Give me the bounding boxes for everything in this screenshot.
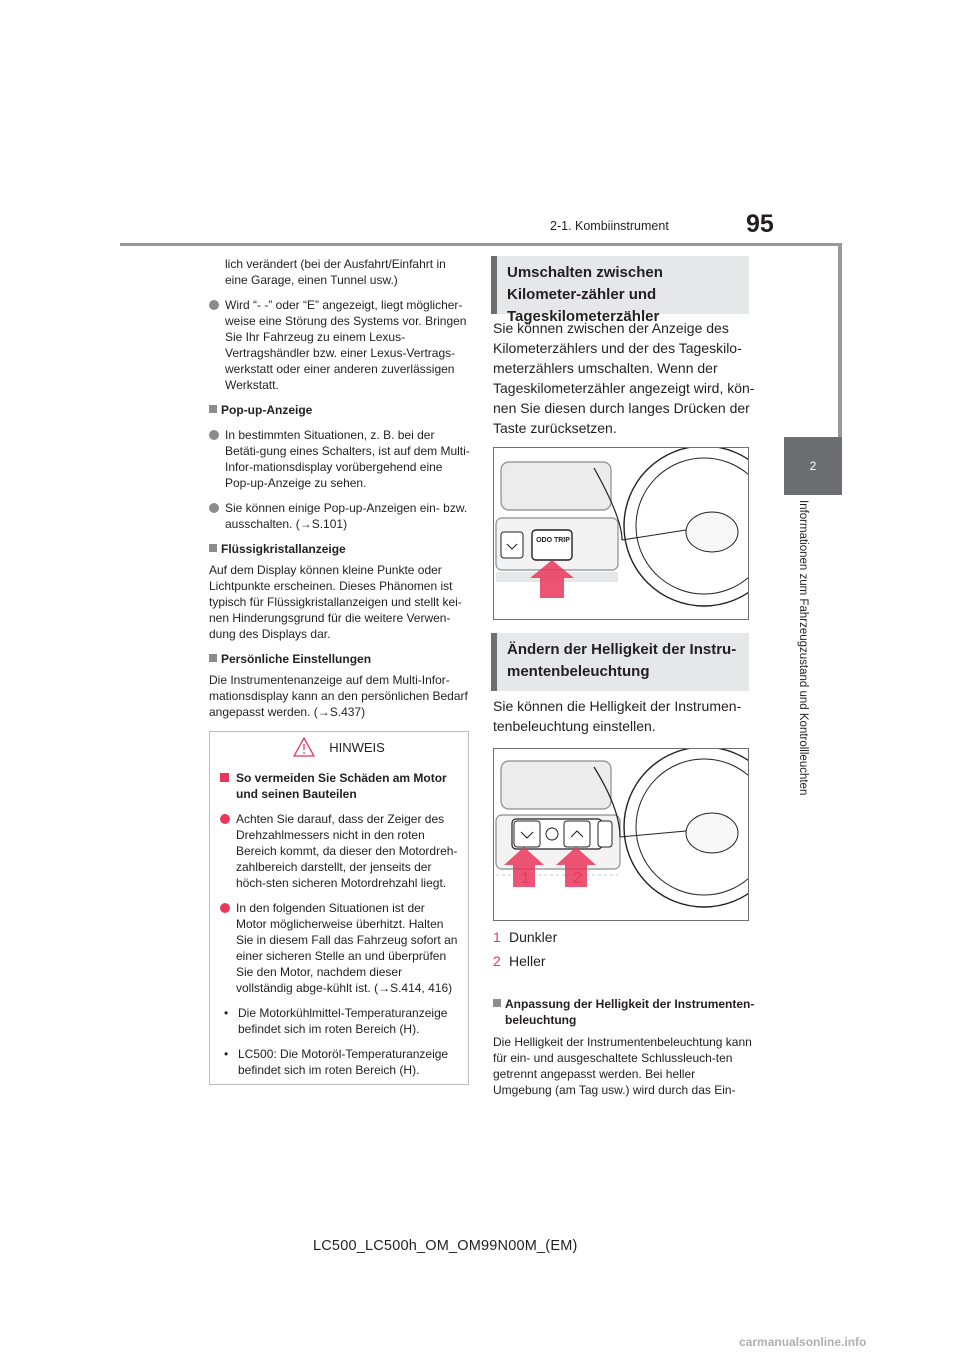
square-icon [209, 654, 217, 662]
list-item: • LC500: Die Motoröl-Temperaturanzeige befindet sich im roten Bereich (H). [224, 1047, 449, 1077]
watermark: carmanualsonline.info [739, 1335, 867, 1349]
notice-heading: So vermeiden Sie Schäden am Motor und seinen Bauteilen [220, 770, 458, 802]
legend-item-1: 1 Dunkler [493, 929, 558, 945]
bullet-icon [209, 300, 219, 310]
bullet-icon [220, 903, 230, 913]
paragraph: Auf dem Display können kleine Punkte oder Lichtpunkte erscheinen. Dieses Phänomen ist typisch für Flüssigkristallanzeigen und stellt kei-nen Hinderungsgrund für die weitere Verwen-dung des Displays dar. [209, 563, 462, 641]
section-title: 2-1. Kombiinstrument [550, 219, 669, 233]
bullet-icon [220, 814, 230, 824]
bullet-item: In den folgenden Situationen ist der Motor möglicherweise überhitzt. Halten Sie in diesem Fall das Fahrzeug sofort an einer sicheren Stelle an und überprüfen Sie den Motor, nachdem dieser vollständig abge-kühlt ist. (→S.414, 416) [220, 900, 458, 996]
chapter-tab: 2 [784, 437, 842, 495]
chapter-title: Informationen zum Fahrzeugzustand und Kontrollleuchten [797, 500, 809, 796]
subheading: Pop-up-Anzeige [209, 402, 471, 418]
bullet-item: In bestimmten Situationen, z. B. bei der Betäti-gung eines Schalters, ist auf dem Multi-Infor-mationsdisplay vorübergehend eine Pop-up-Anzeige zu sehen. [209, 427, 471, 491]
bullet-item: Achten Sie darauf, dass der Zeiger des Drehzahlmessers nicht in den roten Bereich kommt, da dieser den Motordreh-zahlbereich darstellt, der jenseits der höch-sten sicheren Motordrehzahl liegt. [220, 811, 458, 891]
bullet-item: Sie können einige Pop-up-Anzeigen ein- bzw. ausschalten. (→S.101) [209, 500, 471, 532]
bullet-icon [209, 430, 219, 440]
steering-wheel-illustration [494, 448, 748, 619]
paragraph: Sie können die Helligkeit der Instrumen-tenbeleuchtung einstellen. [493, 698, 742, 734]
notice-body [210, 762, 468, 1078]
odo-trip-button-label: ODO TRIP [536, 537, 570, 544]
left-column [209, 256, 471, 720]
square-icon [209, 405, 217, 413]
notice-box [209, 731, 469, 1085]
subheading: Anpassung der Helligkeit der Instrumenten-beleuchtung [493, 996, 755, 1028]
side-rule [838, 243, 842, 438]
paragraph: Die Instrumentenanzeige auf dem Multi-Infor-mationsdisplay kann an den persönlichen Bedarf angepasst werden. (→S.437) [209, 673, 468, 719]
subheading: Flüssigkristallanzeige [209, 541, 471, 557]
section-heading-odo: Umschalten zwischen Kilometer-zähler und Tageskilometerzähler [491, 256, 749, 314]
warning-icon [293, 737, 315, 757]
list-item: • Die Motorkühlmittel-Temperaturanzeige befindet sich im roten Bereich (H). [224, 1006, 448, 1036]
continued-text: lich verändert (bei der Ausfahrt/Einfahrt in eine Garage, einen Tunnel usw.) [225, 257, 446, 287]
bullet-item: Wird “- -” oder “E” angezeigt, liegt möglicher-weise eine Störung des Systems vor. Bringen Sie Ihr Fahrzeug zu einem Lexus-Vertragshändler bzw. einer Lexus-Vertrags-werkstatt oder einer anderen zuverlässigen Werkstatt. [209, 297, 471, 393]
section-heading-brightness: Ändern der Helligkeit der Instru-mentenbeleuchtung [491, 633, 749, 691]
paragraph: Die Helligkeit der Instrumentenbeleuchtung kann für ein- und ausgeschaltete Schlussleuch-ten getrennt angepasst werden. Bei heller Umgebung (am Tag usw.) wird durch das Ein- [493, 1035, 752, 1097]
square-icon [220, 773, 229, 782]
notice-title: HINWEIS [329, 739, 385, 755]
header-rule [120, 243, 842, 246]
square-icon [209, 544, 217, 552]
callout-1: 1 [521, 870, 530, 887]
square-icon [493, 999, 501, 1007]
page-number: 95 [746, 210, 774, 238]
notice-header [210, 732, 468, 762]
figure-brightness [493, 748, 749, 921]
legend-item-2: 2 Heller [493, 953, 546, 969]
callout-2: 2 [573, 870, 582, 887]
paragraph: Sie können zwischen der Anzeige des Kilometerzählers und der des Tageskilo-meterzählers umschalten. Wenn der Tageskilometerzähler angezeigt wird, kön-nen Sie diesen durch langes Drücken der Taste zurücksetzen. [493, 320, 755, 436]
figure-odo-trip [493, 447, 749, 620]
bullet-icon [209, 503, 219, 513]
steering-wheel-illustration [494, 749, 748, 920]
brightness-note [493, 996, 755, 1098]
footer-code: LC500_LC500h_OM_OM99N00M_(EM) [313, 1238, 578, 1254]
subheading: Persönliche Einstellungen [209, 651, 471, 667]
